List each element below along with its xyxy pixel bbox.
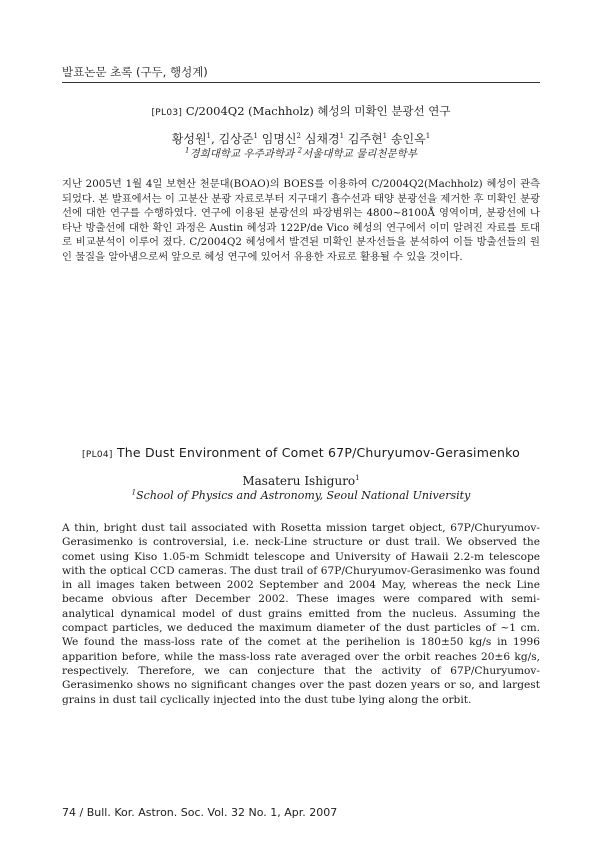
abstract-body: A thin, bright dust tail associated with Rosetta mission target object, 67P/Churyumov-Gerasimenko is controversial, i.e. neck-Line structure or dust trail. We observed the comet using Kiso 1.05-m Schmidt telescope and University of Hawaii 2.2-m telescope with the optical CCD cameras. The dust trail of 67P/Churyumov-Gerasimenko was found in all images taken between 2002 September and 2004 May, whereas the neck Line became obvious after December 2002. These images were compared with semi-analytical dynamical model of dust grains emitted from the nucleus. Assuming the compact particles, we deduced the maximum diameter of the dust particles of ~1 cm. We found the mass-loss rate of the comet at the perihelion is 180±50 kg/s in 1996 apparition before, while the mass-loss rate averaged over the orbit reaches 20±6 kg/s, respectively. Therefore, we can conjecture that the activity of 67P/Churyumov-Gerasimenko shows no significant changes over the past dozen years or so, and largest grains in dust tail cyclically injected into the dust tube lying along the orbit. xyxy=(62,522,540,706)
author-name: 심채경 xyxy=(304,132,340,146)
page-footer: 74 / Bull. Kor. Astron. Soc. Vol. 32 No. 1, Apr. 2007 xyxy=(62,806,338,819)
author-affil-mark: 1 xyxy=(425,132,431,140)
affil-mark: 2 xyxy=(297,146,303,155)
affil-mark: 1 xyxy=(131,488,137,497)
abstract-pl04 xyxy=(62,445,540,707)
author-name: 송인옥 xyxy=(390,132,426,146)
affiliation: 서울대학교 물리천문학부 xyxy=(302,148,417,160)
abstract-body: 지난 2005년 1월 4일 보현산 천문대(BOAO)의 BOES를 이용하여 C/2004Q2(Machholz) 혜성이 관측되었다. 본 발표에서는 이 고분산 분광 자료로부터 지구대기 흡수선과 태양 분광선을 제거한 후 미확인 분광선에 대한 연구를 수행하였다. 연구에 이용된 분광선의 파장범위는 4800~8100Å 영역이며, 분광선에 나타난 방출선에 대한 확인 과정은 Austin 혜성과 122P/de Vico 혜성의 연구에서 이미 알려진 자료를 토대로 비교분석이 이루어 졌다. C/2004Q2 혜성에서 발견된 미확인 분자선들을 분석하여 이들 방출선들의 원인 물질을 알아냄으로써 앞으로 혜성 연구에 있어서 유용한 자료로 활용될 수 있을 것이다. xyxy=(62,178,540,263)
author-name: 황성원 xyxy=(171,132,207,146)
author-list xyxy=(62,473,540,489)
abstract-title xyxy=(62,445,540,460)
abstract-code: [PL04] xyxy=(82,450,113,460)
author-affil-mark: 1 xyxy=(253,132,258,140)
author-affil-mark: 1 xyxy=(206,132,212,140)
author-affil-mark: 2 xyxy=(296,132,301,140)
affil-mark: 1 xyxy=(185,146,190,155)
author-name: 임명신 xyxy=(261,132,297,146)
affiliation: 경희대학교 우주과학과 xyxy=(189,148,298,160)
abstract-pl03 xyxy=(62,103,540,265)
abstract-title-text: C/2004Q2 (Machholz) 혜성의 미확인 분광선 연구 xyxy=(185,104,451,118)
header-rule xyxy=(62,82,540,83)
author-name: 김주현 xyxy=(347,132,383,146)
affiliation-list xyxy=(62,489,540,503)
abstract-code: [PL03] xyxy=(151,108,183,118)
author-list: 황성원$^1$, 김상준$^1$ 임명신$^2$ 심채경$^1$ 김주현$^1$ 송인옥$^1$ xyxy=(171,132,431,146)
abstract-title-text: The Dust Environment of Comet 67P/Churyumov-Gerasimenko xyxy=(116,445,520,460)
affiliation: School of Physics and Astronomy, Seoul National University xyxy=(136,489,471,502)
author-name: Masateru Ishiguro xyxy=(242,474,356,488)
author-affil-mark: 1 xyxy=(339,132,345,140)
abstract-title xyxy=(62,103,540,119)
author-name: 김상준 xyxy=(218,132,254,146)
author-affil-mark: 1 xyxy=(382,132,388,140)
author-affil-mark: 1 xyxy=(355,474,360,482)
running-header: 발표논문 초록 (구두, 행성계) xyxy=(62,65,208,79)
affiliation-list xyxy=(62,147,540,161)
